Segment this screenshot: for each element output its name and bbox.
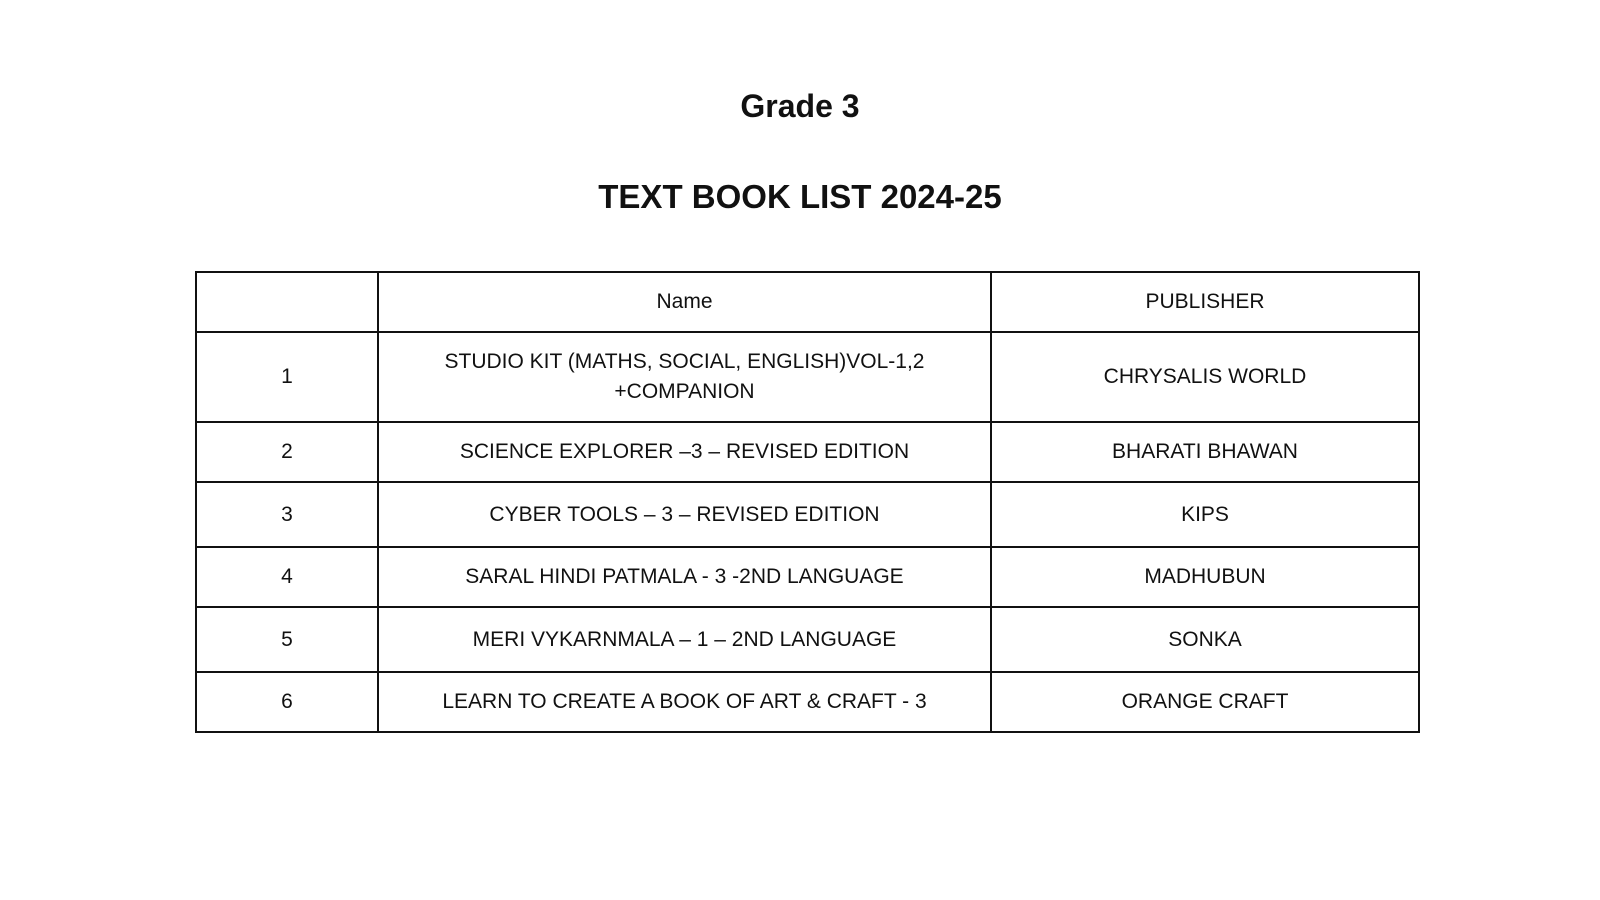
book-name: CYBER TOOLS – 3 – REVISED EDITION (378, 482, 991, 547)
table-row (196, 332, 1419, 422)
book-name: SARAL HINDI PATMALA - 3 -2ND LANGUAGE (378, 547, 991, 607)
book-publisher: MADHUBUN (991, 547, 1419, 607)
book-name: STUDIO KIT (MATHS, SOCIAL, ENGLISH)VOL-1,2 +COMPANION (378, 332, 991, 422)
table-row (196, 482, 1419, 547)
table-header-row (196, 272, 1419, 332)
page-title: TEXT BOOK LIST 2024-25 (598, 178, 1002, 215)
column-header-number (196, 272, 378, 332)
row-number: 1 (196, 332, 378, 422)
row-number: 2 (196, 422, 378, 482)
column-header-publisher: PUBLISHER (991, 272, 1419, 332)
book-name: SCIENCE EXPLORER –3 – REVISED EDITION (378, 422, 991, 482)
column-header-name: Name (378, 272, 991, 332)
table-row (196, 672, 1419, 732)
row-number: 5 (196, 607, 378, 672)
grade-heading: Grade 3 (740, 88, 860, 124)
row-number: 4 (196, 547, 378, 607)
textbook-table (195, 271, 1420, 733)
book-publisher: SONKA (991, 607, 1419, 672)
table-row (196, 422, 1419, 482)
book-name: LEARN TO CREATE A BOOK OF ART & CRAFT - 3 (378, 672, 991, 732)
book-publisher: BHARATI BHAWAN (991, 422, 1419, 482)
book-publisher: KIPS (991, 482, 1419, 547)
row-number: 6 (196, 672, 378, 732)
book-publisher: CHRYSALIS WORLD (991, 332, 1419, 422)
table-row (196, 547, 1419, 607)
table-row (196, 607, 1419, 672)
row-number: 3 (196, 482, 378, 547)
book-publisher: ORANGE CRAFT (991, 672, 1419, 732)
book-name: MERI VYKARNMALA – 1 – 2ND LANGUAGE (378, 607, 991, 672)
